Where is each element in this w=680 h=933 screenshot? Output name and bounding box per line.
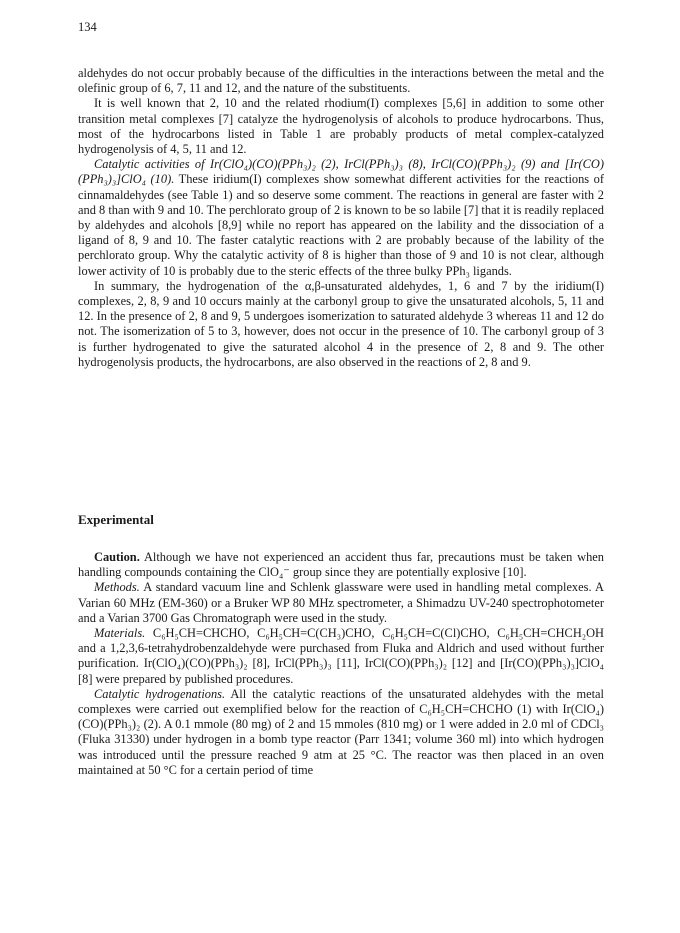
discussion-block [78,66,604,370]
paragraph-hydrogenolysis: It is well known that 2, 10 and the related rhodium(I) complexes [5,6] in addition to some other transition metal complexes [7] catalyze the hydrogenolysis of alcohols to produce hydrocarbons. Thus, most of the hydrocarbons listed in Table 1 are probably products of metal complex-catalyzed hydrogenolysis of 4, 5, 11 and 12. [78,96,604,157]
section-heading-experimental: Experimental [78,512,154,527]
paragraph-summary: In summary, the hydrogenation of the α,β-unsaturated aldehydes, 1, 6 and 7 by the iridium(I) complexes, 2, 8, 9 and 10 occurs mainly at the carbonyl group to give the unsaturated alcohols, 5, 11 and 12. In the presence of 2, 8 and 9, 5 undergoes isomerization to saturated aldehyde 3 whereas 11 and 12 do not. The isomerization of 5 to 3, however, does not occur in the presence of 10. The carbonyl group of 3 is further hydrogenated to give the saturated alcohol 4 in the presence of 2, 8 and 9. The other hydrogenolysis products, the hydrocarbons, are also observed in the reactions of 2, 8 and 9. [78,278,604,369]
catalytic-text: All the catalytic reactions of the unsaturated aldehydes with the metal complexes were carried out exemplified below for the reaction of C₆H₅CH=CHCHO (1) with Ir(ClO₄)(CO)(PPh₃)₂ (2). A 0.1 mmole (80 mg) of 2 and 15 mmoles (810 mg) or 1 were added in 2.0 ml of CDCl₃ (Fluka 31330) under hydrogen in a bomb type reactor (Parr 1341; volume 360 ml) into which hydrogen was introduced until the pressure reached 9 atm at 25 °C. The reactor was then placed in an oven maintained at 50 °C for a certain period of time [78,686,604,777]
catalytic-activities-heading: Catalytic activities of Ir(ClO₄)(CO)(PPh₃)₂ (2), IrCl(PPh₃)₃ (8), IrCl(CO)(PPh₃)₂ (9) and [Ir(CO)(PPh₃)₃]ClO₄ (10). [78,157,604,187]
caution-label: Caution. [94,550,140,564]
page-number: 134 [78,20,97,34]
experimental-block [78,550,604,778]
paragraph-materials [78,626,604,687]
paragraph-caution [78,550,604,580]
methods-text: A standard vacuum line and Schlenk glassware were used in handling metal complexes. A Varian 60 MHz (EM-360) or a Bruker WP 80 MHz spectrometer, a Shimadzu UV-240 spectrophotometer and a Varian 3700 Gas Chromatograph were used in the study. [78,580,604,625]
materials-text: C₆H₅CH=CHCHO, C₆H₅CH=C(CH₃)CHO, C₆H₅CH=C(Cl)CHO, C₆H₅CH=CHCH₂OH and a 1,2,3,6-tetrahydrobenzaldehyde were purchased from Fluka and Aldrich and used without further purification. Ir(ClO₄)(CO)(PPh₃)₂ [8], IrCl(PPh₃)₃ [11], IrCl(CO)(PPh₃)₂ [12] and [Ir(CO)(PPh₃)₃]ClO₄ [8] were prepared by published procedures. [78,626,604,686]
catalytic-label: Catalytic hydrogenations. [94,686,226,701]
catalytic-activities-text: These iridium(I) complexes show somewhat different activities for the reactions of cinnamaldehydes (see Table 1) and so deserve some comment. The reactions in general are faster with 2 and 8 than with 9 and 10. The perchlorato group of 2 is known to be so labile [7] that it is readily replaced by aldehydes and alcohols [8,9] while no report has appeared on the lability and the dissociation of a ligand of 8, 9 and 10. The faster catalytic reactions with 2 are probably because of the lability of the perchlorato group. Why the catalytic activity of 8 is higher than those of 9 and 10 is not clear, although lower activity of 10 is probably due to the steric effects of the three bulky PPh₃ ligands. [78,172,604,278]
paragraph-methods [78,580,604,626]
paragraph-catalytic-hydrogenations [78,687,604,778]
paragraph-continuation: aldehydes do not occur probably because of the difficulties in the interactions between the metal and the olefinic group of 6, 7, 11 and 12, and the nature of the substituents. [78,66,604,96]
caution-text: Although we have not experienced an accident thus far, precautions must be taken when handling compounds containing the ClO₄⁻ group since they are potentially explosive [10]. [78,550,604,580]
materials-label: Materials. [94,626,146,641]
paragraph-catalytic-activities [78,157,604,279]
methods-label: Methods. [94,580,140,595]
